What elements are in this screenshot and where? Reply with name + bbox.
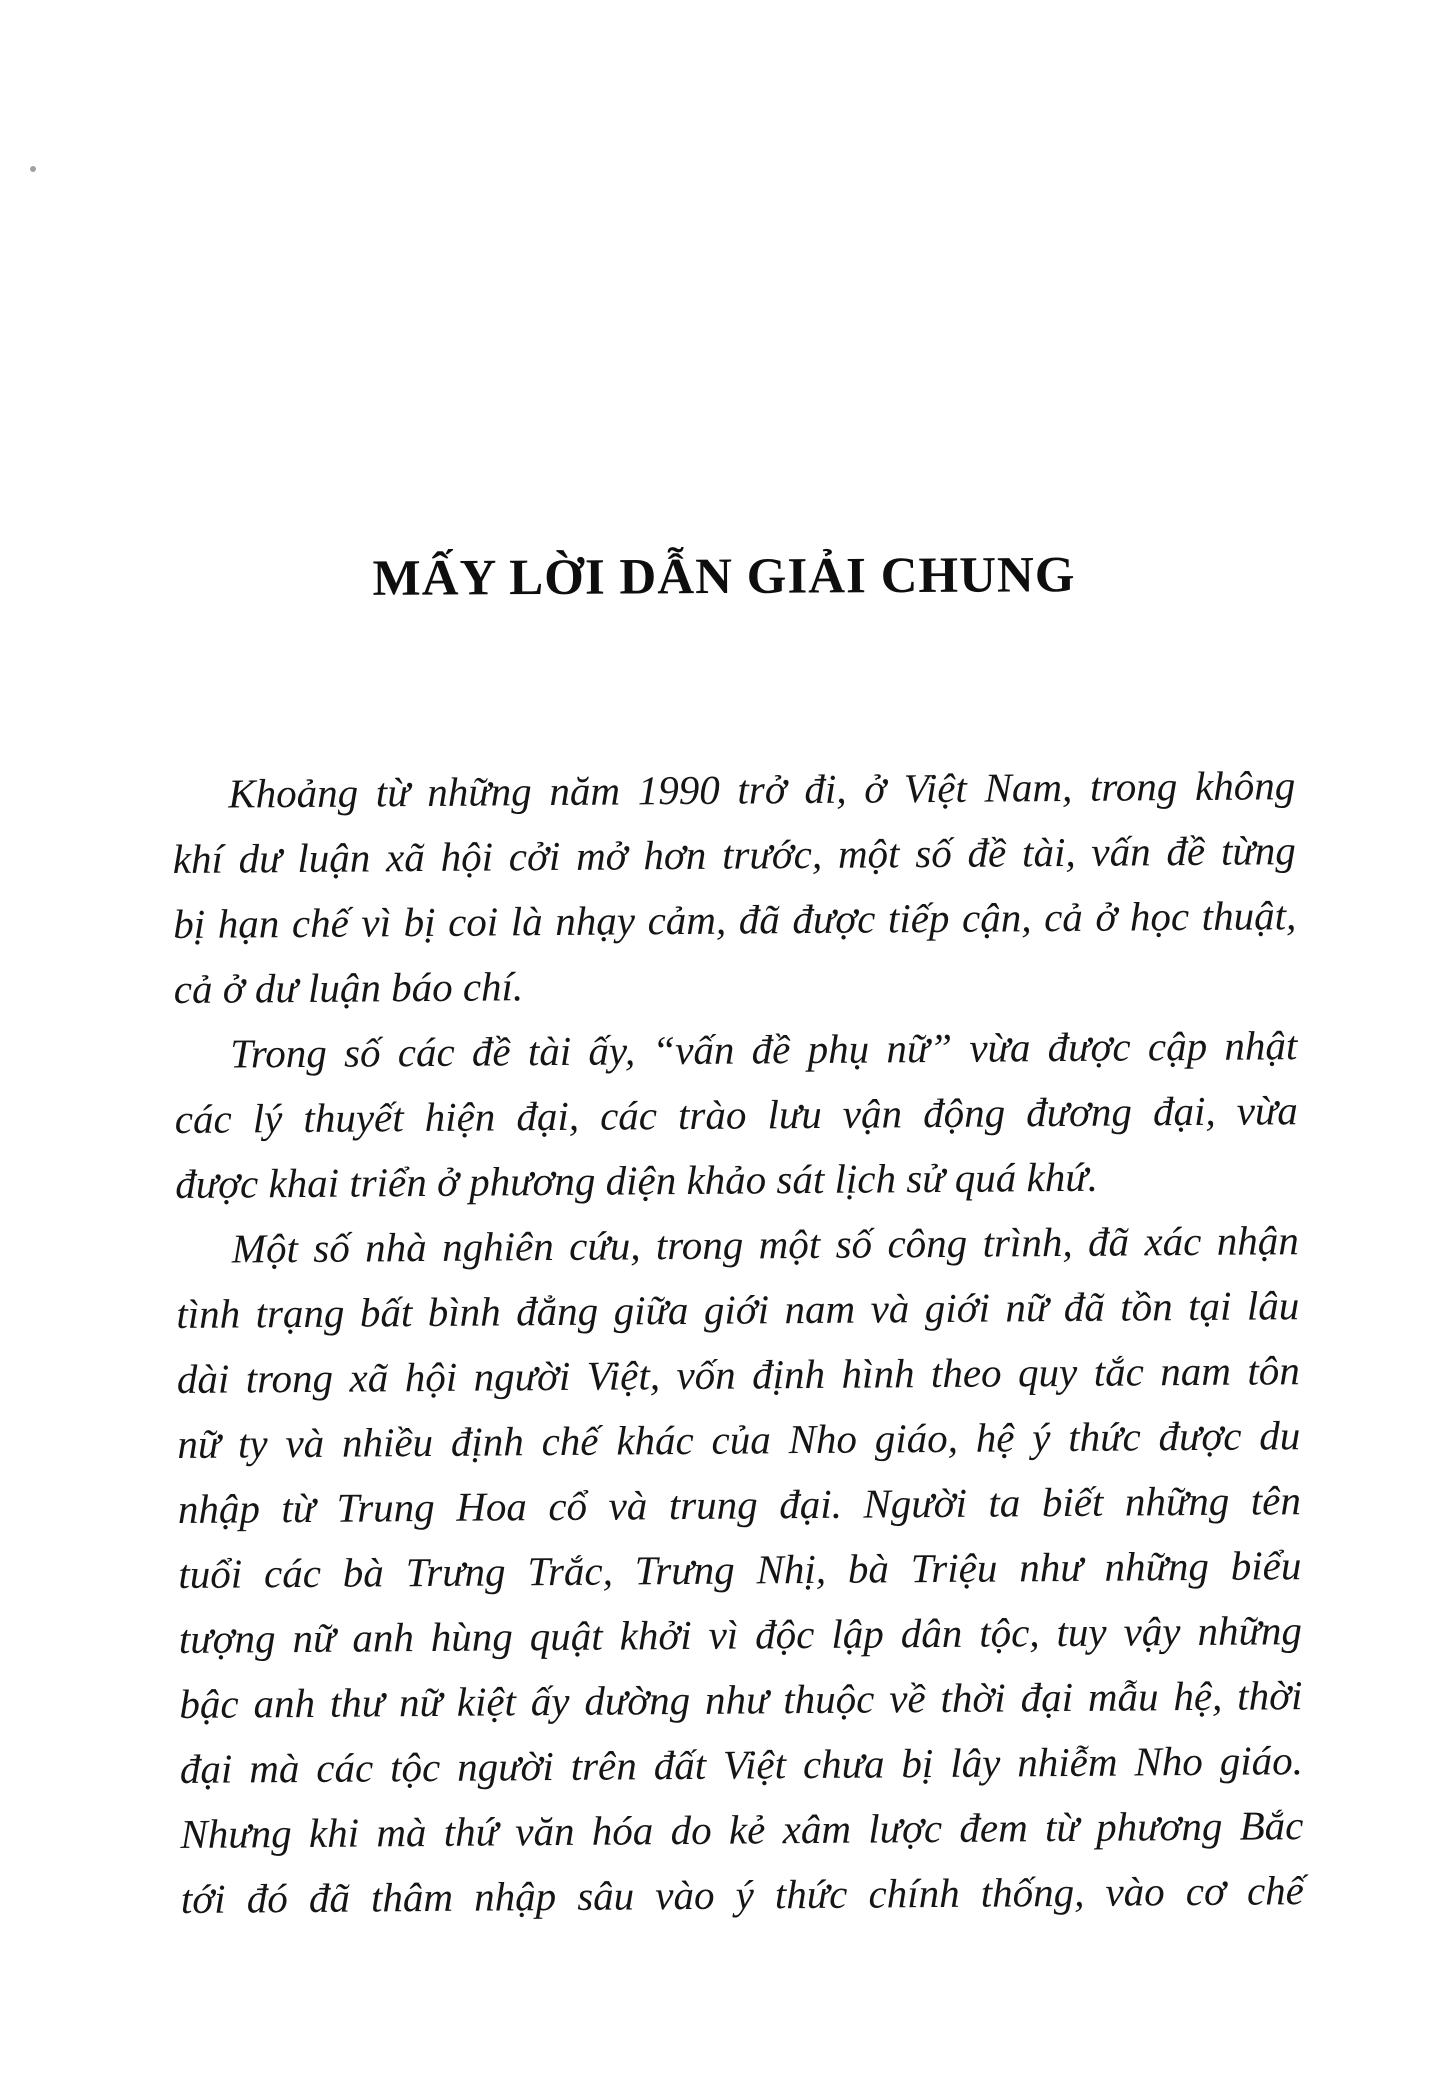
- text-line: Trong số các đề tài ấy, “vấn đề phụ nữ” vừa được cập nhật: [230, 1022, 1298, 1077]
- text-line: được khai triển ở phương diện khảo sát lịch sử quá khứ.: [175, 1153, 1099, 1207]
- text-line: Một số nhà nghiên cứu, trong một số công trình, đã xác nhận: [231, 1217, 1299, 1272]
- text-line: đại mà các tộc người trên đất Việt chưa bị lây nhiễm Nho giáo.: [179, 1737, 1304, 1792]
- text-line: tới đó đã thâm nhập sâu vào ý thức chính thống, vào cơ chế: [180, 1867, 1305, 1922]
- text-line: tượng nữ anh hùng quật khởi vì độc lập dân tộc, tuy vậy những: [178, 1607, 1303, 1662]
- text-line: tình trạng bất bình đẳng giữa giới nam và giới nữ đã tồn tại lâu: [176, 1282, 1300, 1337]
- text-line: Khoảng từ những năm 1990 trở đi, ở Việt Nam, trong không: [228, 762, 1296, 817]
- chapter-title: MẤY LỜI DẪN GIẢI CHUNG: [372, 547, 1076, 607]
- scan-speck-artifact: [30, 166, 36, 172]
- text-line: nữ ty và nhiều định chế khác của Nho giáo, hệ ý thức được du: [177, 1412, 1301, 1467]
- text-line: cả ở dư luận báo chí.: [173, 963, 524, 1012]
- text-line: nhập từ Trung Hoa cổ và trung đại. Người ta biết những tên: [177, 1477, 1302, 1532]
- body-text-block: [172, 753, 1304, 1932]
- text-line: bậc anh thư nữ kiệt ấy dường như thuộc về thời đại mẫu hệ, thời: [179, 1672, 1303, 1727]
- text-line: bị hạn chế vì bị coi là nhạy cảm, đã được tiếp cận, cả ở học thuật,: [173, 892, 1297, 947]
- text-line: dài trong xã hội người Việt, vốn định hình theo quy tắc nam tôn: [176, 1347, 1300, 1402]
- text-line: Nhưng khi mà thứ văn hóa do kẻ xâm lược đem từ phương Bắc: [180, 1802, 1304, 1857]
- text-line: tuổi các bà Trưng Trắc, Trưng Nhị, bà Triệu như những biểu: [178, 1542, 1302, 1597]
- text-line: khí dư luận xã hội cởi mở hơn trước, một số đề tài, vấn đề từng: [172, 827, 1296, 882]
- text-line: các lý thuyết hiện đại, các trào lưu vận động đương đại, vừa: [174, 1087, 1298, 1142]
